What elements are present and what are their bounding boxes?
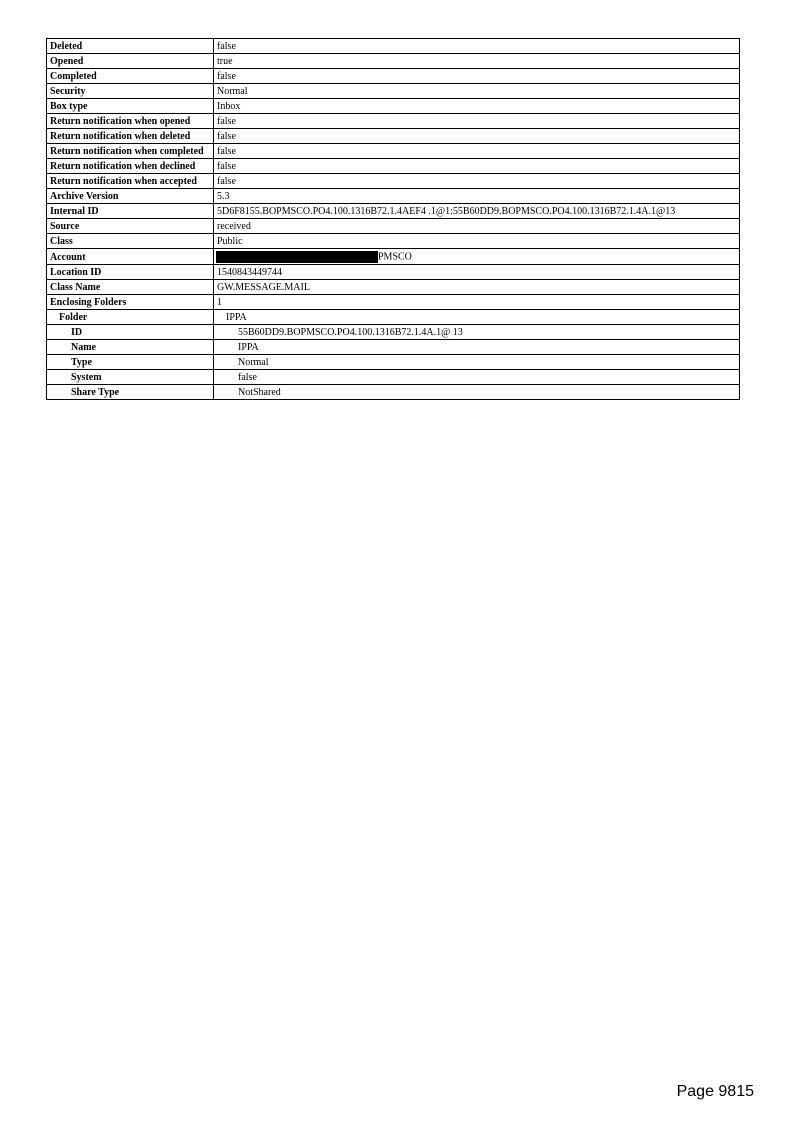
row-key: Type (47, 355, 214, 370)
redaction-block (216, 251, 378, 263)
row-value: false (214, 129, 740, 144)
row-value: false (214, 69, 740, 84)
table-row (47, 385, 740, 400)
table-row (47, 129, 740, 144)
row-key: Security (47, 84, 214, 99)
table-row (47, 174, 740, 189)
row-value: true (214, 54, 740, 69)
table-row (47, 189, 740, 204)
table-row (47, 310, 740, 325)
row-value: Inbox (214, 99, 740, 114)
row-key: Source (47, 219, 214, 234)
table-row (47, 69, 740, 84)
row-value: IPPA (214, 340, 740, 355)
row-value: Normal (214, 355, 740, 370)
row-key: Location ID (47, 265, 214, 280)
row-value: false (214, 114, 740, 129)
row-key: Return notification when accepted (47, 174, 214, 189)
row-key: Return notification when completed (47, 144, 214, 159)
row-value: Public (214, 234, 740, 249)
row-key: Deleted (47, 39, 214, 54)
row-key: Class Name (47, 280, 214, 295)
row-value: 1 (214, 295, 740, 310)
row-key: Folder (47, 310, 214, 325)
table-row (47, 280, 740, 295)
table-row (47, 234, 740, 249)
row-key: Box type (47, 99, 214, 114)
row-value: 55B60DD9.BOPMSCO.PO4.100.1316B72.1.4A.1@ 13 (214, 325, 740, 340)
row-key: Opened (47, 54, 214, 69)
row-value: Normal (214, 84, 740, 99)
row-value: false (214, 144, 740, 159)
row-value: 5D6F8155.BOPMSCO.PO4.100.1316B72.1.4AEF4 .1@1:55B60DD9.BOPMSCO.PO4.100.1316B72.1.4A.1@13 (214, 204, 740, 219)
table-row (47, 54, 740, 69)
row-value: 5.3 (214, 189, 740, 204)
row-key: Return notification when deleted (47, 129, 214, 144)
properties-table (46, 38, 740, 400)
table-row (47, 219, 740, 234)
row-key: ID (47, 325, 214, 340)
table-row (47, 355, 740, 370)
account-suffix: PMSCO (378, 251, 412, 263)
table-row (47, 39, 740, 54)
row-key: Return notification when opened (47, 114, 214, 129)
row-key: Return notification when declined (47, 159, 214, 174)
row-key: Enclosing Folders (47, 295, 214, 310)
row-key: Completed (47, 69, 214, 84)
row-value: IPPA (214, 310, 740, 325)
table-row (47, 340, 740, 355)
row-key: Account (47, 249, 214, 265)
table-row (47, 249, 740, 265)
row-value: NotShared (214, 385, 740, 400)
table-row (47, 204, 740, 219)
row-value: received (214, 219, 740, 234)
table-row (47, 265, 740, 280)
table-row (47, 325, 740, 340)
table-row (47, 84, 740, 99)
row-value: GW.MESSAGE.MAIL (214, 280, 740, 295)
table-row (47, 370, 740, 385)
table-row (47, 144, 740, 159)
table-row (47, 114, 740, 129)
row-value (214, 249, 740, 265)
table-row (47, 99, 740, 114)
page-number: Page 9815 (676, 1083, 754, 1100)
row-key: Share Type (47, 385, 214, 400)
row-key: Archive Version (47, 189, 214, 204)
row-value: false (214, 159, 740, 174)
table-row (47, 159, 740, 174)
row-value: 1540843449744 (214, 265, 740, 280)
row-key: System (47, 370, 214, 385)
row-value: false (214, 370, 740, 385)
row-value: false (214, 174, 740, 189)
row-key: Internal ID (47, 204, 214, 219)
table-row (47, 295, 740, 310)
row-key: Class (47, 234, 214, 249)
row-value: false (214, 39, 740, 54)
row-key: Name (47, 340, 214, 355)
